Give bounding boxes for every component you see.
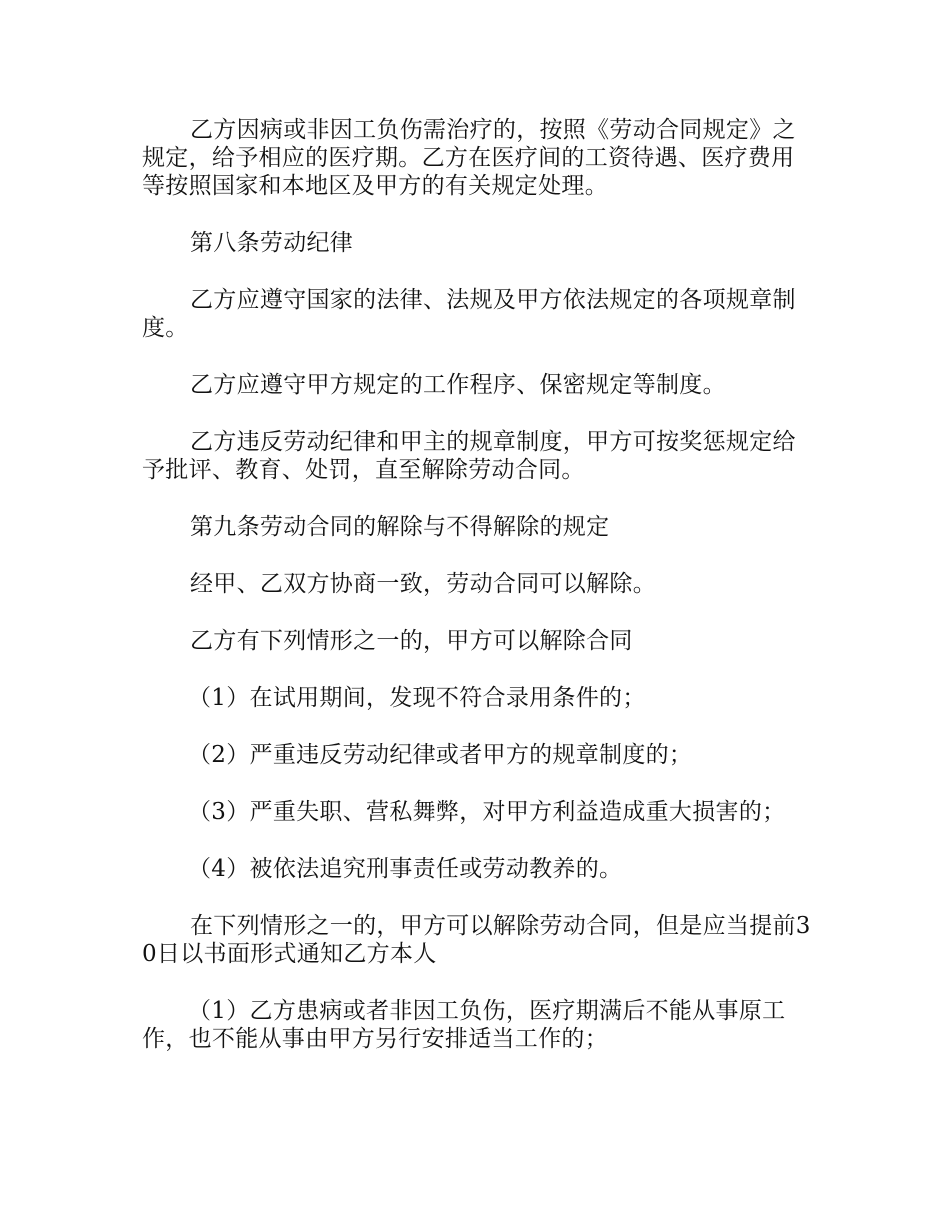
paragraph-discipline-violation: 乙方违反劳动纪律和甲主的规章制度，甲方可按奖惩规定给予批评、教育、处罚，直至解除劳动合同。: [142, 429, 796, 483]
heading-article-8: 第八条劳动纪律: [190, 230, 354, 256]
paragraph-obey-laws: 乙方应遵守国家的法律、法规及甲方依法规定的各项规章制度。: [142, 287, 796, 341]
list-item-condition-2: （2）严重违反劳动纪律或者甲方的规章制度的；: [188, 742, 693, 768]
heading-article-9: 第九条劳动合同的解除与不得解除的规定: [190, 514, 610, 540]
paragraph-termination-conditions: 乙方有下列情形之一的，甲方可以解除合同: [190, 628, 633, 654]
paragraph-mutual-termination: 经甲、乙双方协商一致，劳动合同可以解除。: [190, 571, 656, 597]
paragraph-obey-procedures: 乙方应遵守甲方规定的工作程序、保密规定等制度。: [190, 372, 726, 398]
document-body: [142, 116, 812, 1082]
list-item-notice-condition-1: （1）乙方患病或者非因工负伤，医疗期满后不能从事原工作，也不能从事由甲方另行安排适当工作的；: [142, 998, 786, 1052]
list-item-condition-3: （3）严重失职、营私舞弊，对甲方利益造成重大损害的；: [188, 799, 786, 825]
paragraph-medical-period: 乙方因病或非因工负伤需治疗的，按照《劳动合同规定》之规定，给予相应的医疗期。乙方在医疗间的工资待遇、医疗费用等按照国家和本地区及甲方的有关规定处理。: [142, 117, 796, 199]
list-item-condition-4: （4）被依法追究刑事责任或劳动教养的。: [188, 856, 623, 882]
list-item-condition-1: （1）在试用期间，发现不符合录用条件的；: [188, 685, 646, 711]
paragraph-notice-termination: 在下列情形之一的，甲方可以解除劳动合同，但是应当提前30日以书面形式通知乙方本人: [142, 913, 811, 967]
